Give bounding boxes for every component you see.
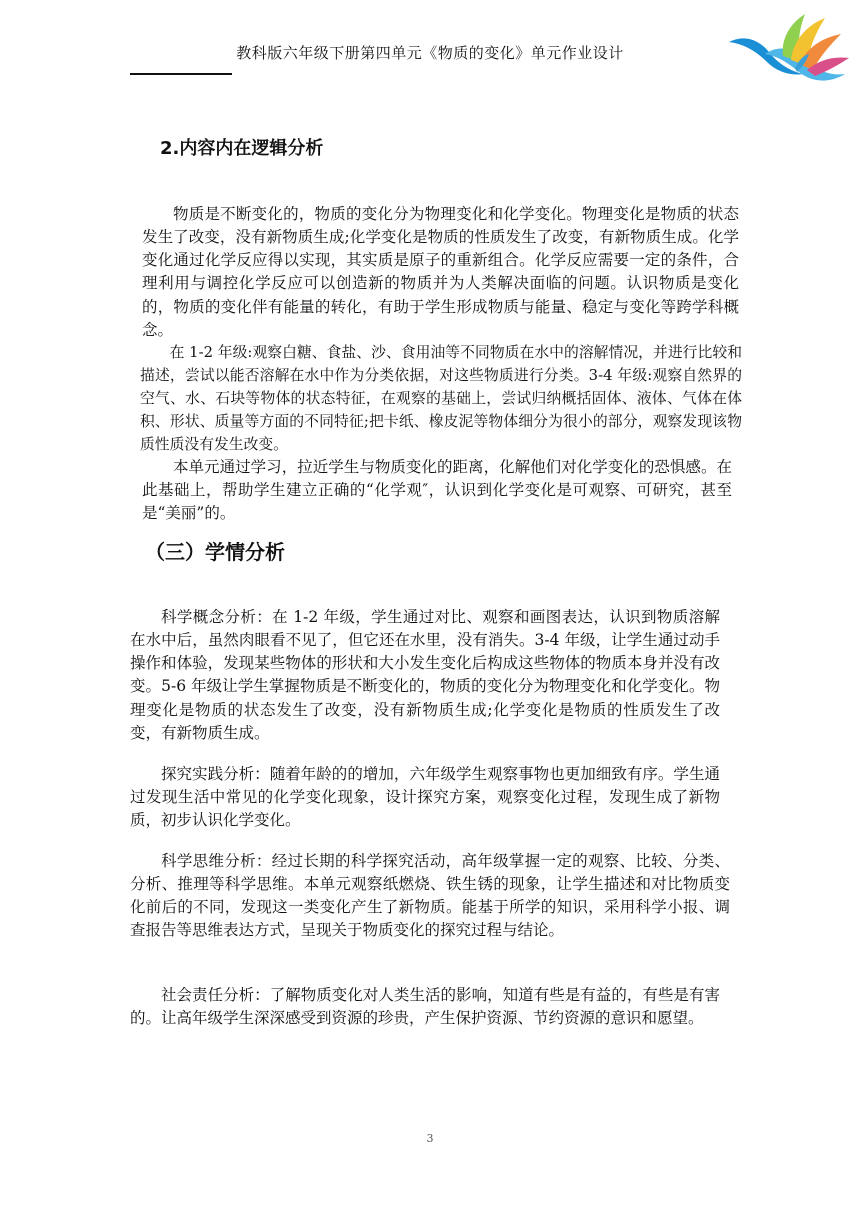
section-heading-learning-analysis: （三）学情分析 [145,540,285,564]
paragraph-social-responsibility-analysis: 社会责任分析：了解物质变化对人类生活的影响，知道有些是有益的，有些是有害的。让高年级学生深深感受到资源的珍贵，产生保护资源、节约资源的意识和愿望。 [130,985,720,1027]
header-rule [130,73,232,75]
section-heading-logic-analysis: 2.内容内在逻辑分析 [160,138,324,159]
stylized-bird-logo-icon [725,4,853,96]
paragraph-scientific-thinking-analysis: 科学思维分析：经过长期的科学探究活动，高年级掌握一定的观察、比较、分类、分析、推理等科学思维。本单元观察纸燃烧、铁生锈的现象，让学生描述和对比物质变化前后的不同，发现这一类变化产生了新物质。能基于所学的知识，采用科学小报、调查报告等思维表达方式，呈现关于物质变化的探究过程与结论。 [130,851,730,940]
paragraph-grade-progression: 在 1-2 年级:观察白糖、食盐、沙、食用油等不同物质在水中的溶解情况，并进行比较和描述，尝试以能否溶解在水中作为分类依据，对这些物质进行分类。3-4 年级:观察自然界的空气、水、石块等物体的状态特征，在观察的基础上，尝试归纳概括固体、液体、气体在体积、形状、质量等方面的不同特征;把卡纸、橡皮泥等物体细分为很小的部分，观察发现该物质性质没有发生改变。 [140,343,742,453]
document-header-title: 教科版六年级下册第四单元《物质的变化》单元作业设计 [236,44,624,62]
paragraph-science-concept-analysis: 科学概念分析：在 1-2 年级，学生通过对比、观察和画图表达，认识到物质溶解在水中后，虽然肉眼看不见了，但它还在水里，没有消失。3-4 年级，让学生通过动手操作和体验，发现某些物体的形状和大小发生变化后构成这些物体的物质本身并没有改变。5-6 年级让学生掌握物质是不断变化的，物质的变化分为物理变化和化学变化。物理变化是物质的状态发生了改变，没有新物质生成;化学变化是物质的性质发生了改变，有新物质生成。 [130,607,720,742]
paragraph-unit-goal: 本单元通过学习，拉近学生与物质变化的距离，化解他们对化学变化的恐惧感。在此基础上，帮助学生建立正确的“化学观″，认识到化学变化是可观察、可研究，甚至是“美丽”的。 [142,457,732,523]
paragraph-matter-change: 物质是不断变化的，物质的变化分为物理变化和化学变化。物理变化是物质的状态发生了改变，没有新物质生成;化学变化是物质的性质发生了改变，有新物质生成。化学变化通过化学反应得以实现，其实质是原子的重新组合。化学反应需要一定的条件，合理利用与调控化学反应可以创造新的物质并为人类解决面临的问题。认识物质是变化的，物质的变化伴有能量的转化，有助于学生形成物质与能量、稳定与变化等跨学科概念。 [142,204,739,339]
paragraph-inquiry-practice-analysis: 探究实践分析：随着年龄的的增加，六年级学生观察事物也更加细致有序。学生通过发现生活中常见的化学变化现象，设计探究方案，观察变化过程，发现生成了新物质，初步认识化学变化。 [130,764,720,830]
page-number: 3 [426,1132,434,1145]
